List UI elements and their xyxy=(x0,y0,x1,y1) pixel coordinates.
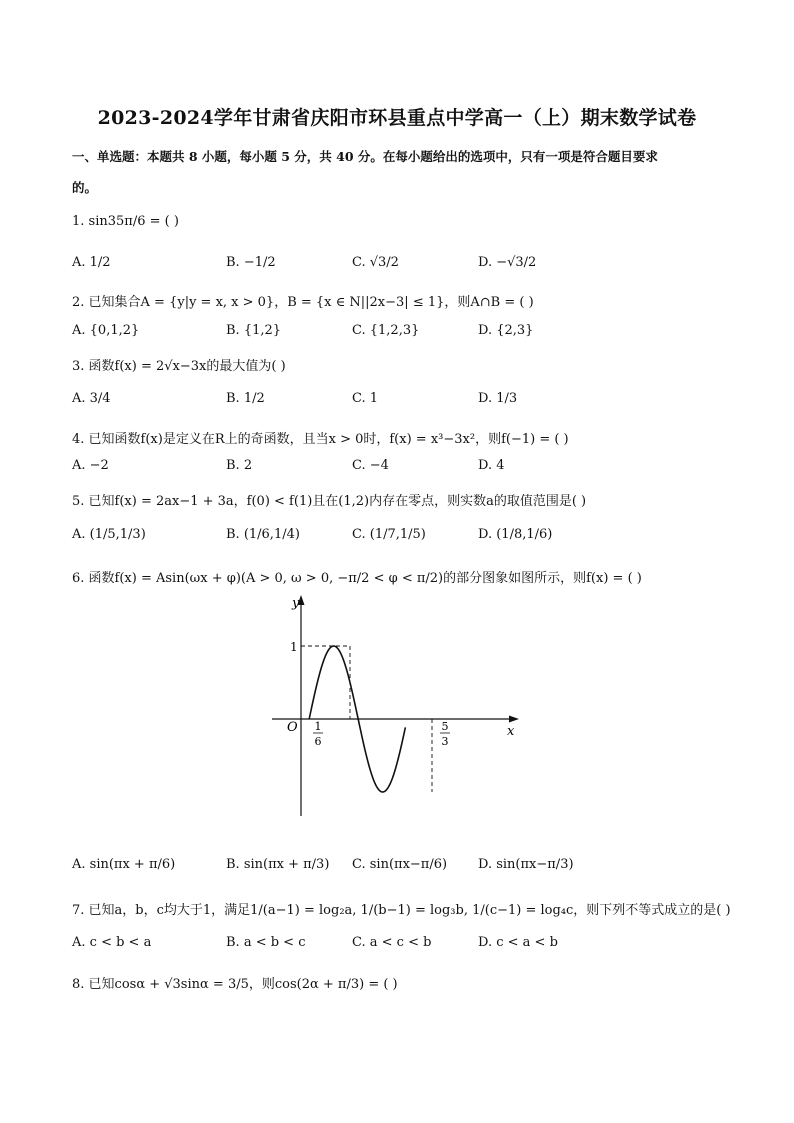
question-2-option-a: A. {0,1,2} xyxy=(72,323,140,338)
question-5-option-c: C. (1/7,1/5) xyxy=(352,527,426,542)
question-1-option-a: A. 1/2 xyxy=(72,255,111,270)
question-3-option-b: B. 1/2 xyxy=(226,391,265,406)
section-header-line2: 的。 xyxy=(72,180,98,195)
x-tick-five-thirds-numerator: 5 xyxy=(441,720,449,733)
question-3-option-a: A. 3/4 xyxy=(72,391,111,406)
question-7-option-d: D. c < a < b xyxy=(478,935,558,950)
question-2-option-d: D. {2,3} xyxy=(478,323,534,338)
page-title: 2023-2024学年甘肃省庆阳市环县重点中学高一（上）期末数学试卷 xyxy=(97,107,697,129)
question-6-option-b: B. sin(πx + π/3) xyxy=(226,857,330,872)
question-5-option-b: B. (1/6,1/4) xyxy=(226,527,300,542)
question-1-option-c: C. √3/2 xyxy=(352,255,399,270)
question-4-option-a: A. −2 xyxy=(72,458,109,473)
section-header-line1: 一、单选题：本题共 8 小题，每小题 5 分，共 40 分。在每小题给出的选项中，只有一项是符合题目要求 xyxy=(72,149,658,164)
question-2-stem: 2. 已知集合A = {y|y = x, x > 0}，B = {x ∈ N||2x−3| ≤ 1}，则A∩B = ( ) xyxy=(72,295,534,310)
question-6-option-a: A. sin(πx + π/6) xyxy=(72,857,176,872)
question-6-stem: 6. 函数f(x) = Asin(ωx + φ)(A > 0, ω > 0, −π/2 < φ < π/2)的部分图象如图所示，则f(x) = ( ) xyxy=(72,571,642,586)
question-4-option-c: C. −4 xyxy=(352,458,389,473)
question-4-stem: 4. 已知函数f(x)是定义在R上的奇函数，且当x > 0时，f(x) = x³−3x²，则f(−1) = ( ) xyxy=(72,432,569,447)
sine-graph-figure xyxy=(268,590,524,822)
question-5-option-a: A. (1/5,1/3) xyxy=(72,527,146,542)
question-2-option-c: C. {1,2,3} xyxy=(352,323,420,338)
x-axis-arrow xyxy=(509,716,519,723)
x-tick-five-thirds-denominator: 3 xyxy=(441,735,449,748)
question-5-stem: 5. 已知f(x) = 2ax−1 + 3a，f(0) < f(1)且在(1,2)内存在零点，则实数a的取值范围是( ) xyxy=(72,494,587,509)
question-2-option-b: B. {1,2} xyxy=(226,323,282,338)
question-7-stem: 7. 已知a，b，c均大于1，满足1/(a−1) = log₂a, 1/(b−1) = log₃b, 1/(c−1) = log₄c，则下列不等式成立的是( ) xyxy=(72,903,731,918)
question-8-stem: 8. 已知cosα + √3sinα = 3/5，则cos(2α + π/3) = ( ) xyxy=(72,977,398,992)
question-7-option-a: A. c < b < a xyxy=(72,935,152,950)
question-4-option-b: B. 2 xyxy=(226,458,253,473)
question-1-option-d: D. −√3/2 xyxy=(478,255,537,270)
question-6-option-c: C. sin(πx−π/6) xyxy=(352,857,448,872)
x-tick-one-sixth-numerator: 1 xyxy=(314,720,322,733)
question-1-stem: 1. sin35π/6 = ( ) xyxy=(72,214,179,229)
question-7-option-c: C. a < c < b xyxy=(352,935,432,950)
question-3-stem: 3. 函数f(x) = 2√x−3x的最大值为( ) xyxy=(72,359,286,374)
y-tick-1-label: 1 xyxy=(290,640,298,654)
y-axis-label: y xyxy=(292,596,300,611)
question-3-option-c: C. 1 xyxy=(352,391,379,406)
origin-label: O xyxy=(287,720,298,735)
question-4-option-d: D. 4 xyxy=(478,458,505,473)
x-axis-label: x xyxy=(507,724,515,739)
question-5-option-d: D. (1/8,1/6) xyxy=(478,527,553,542)
x-tick-one-sixth-denominator: 6 xyxy=(314,735,322,748)
question-6-option-d: D. sin(πx−π/3) xyxy=(478,857,574,872)
question-3-option-d: D. 1/3 xyxy=(478,391,518,406)
question-7-option-b: B. a < b < c xyxy=(226,935,306,950)
question-1-option-b: B. −1/2 xyxy=(226,255,276,270)
